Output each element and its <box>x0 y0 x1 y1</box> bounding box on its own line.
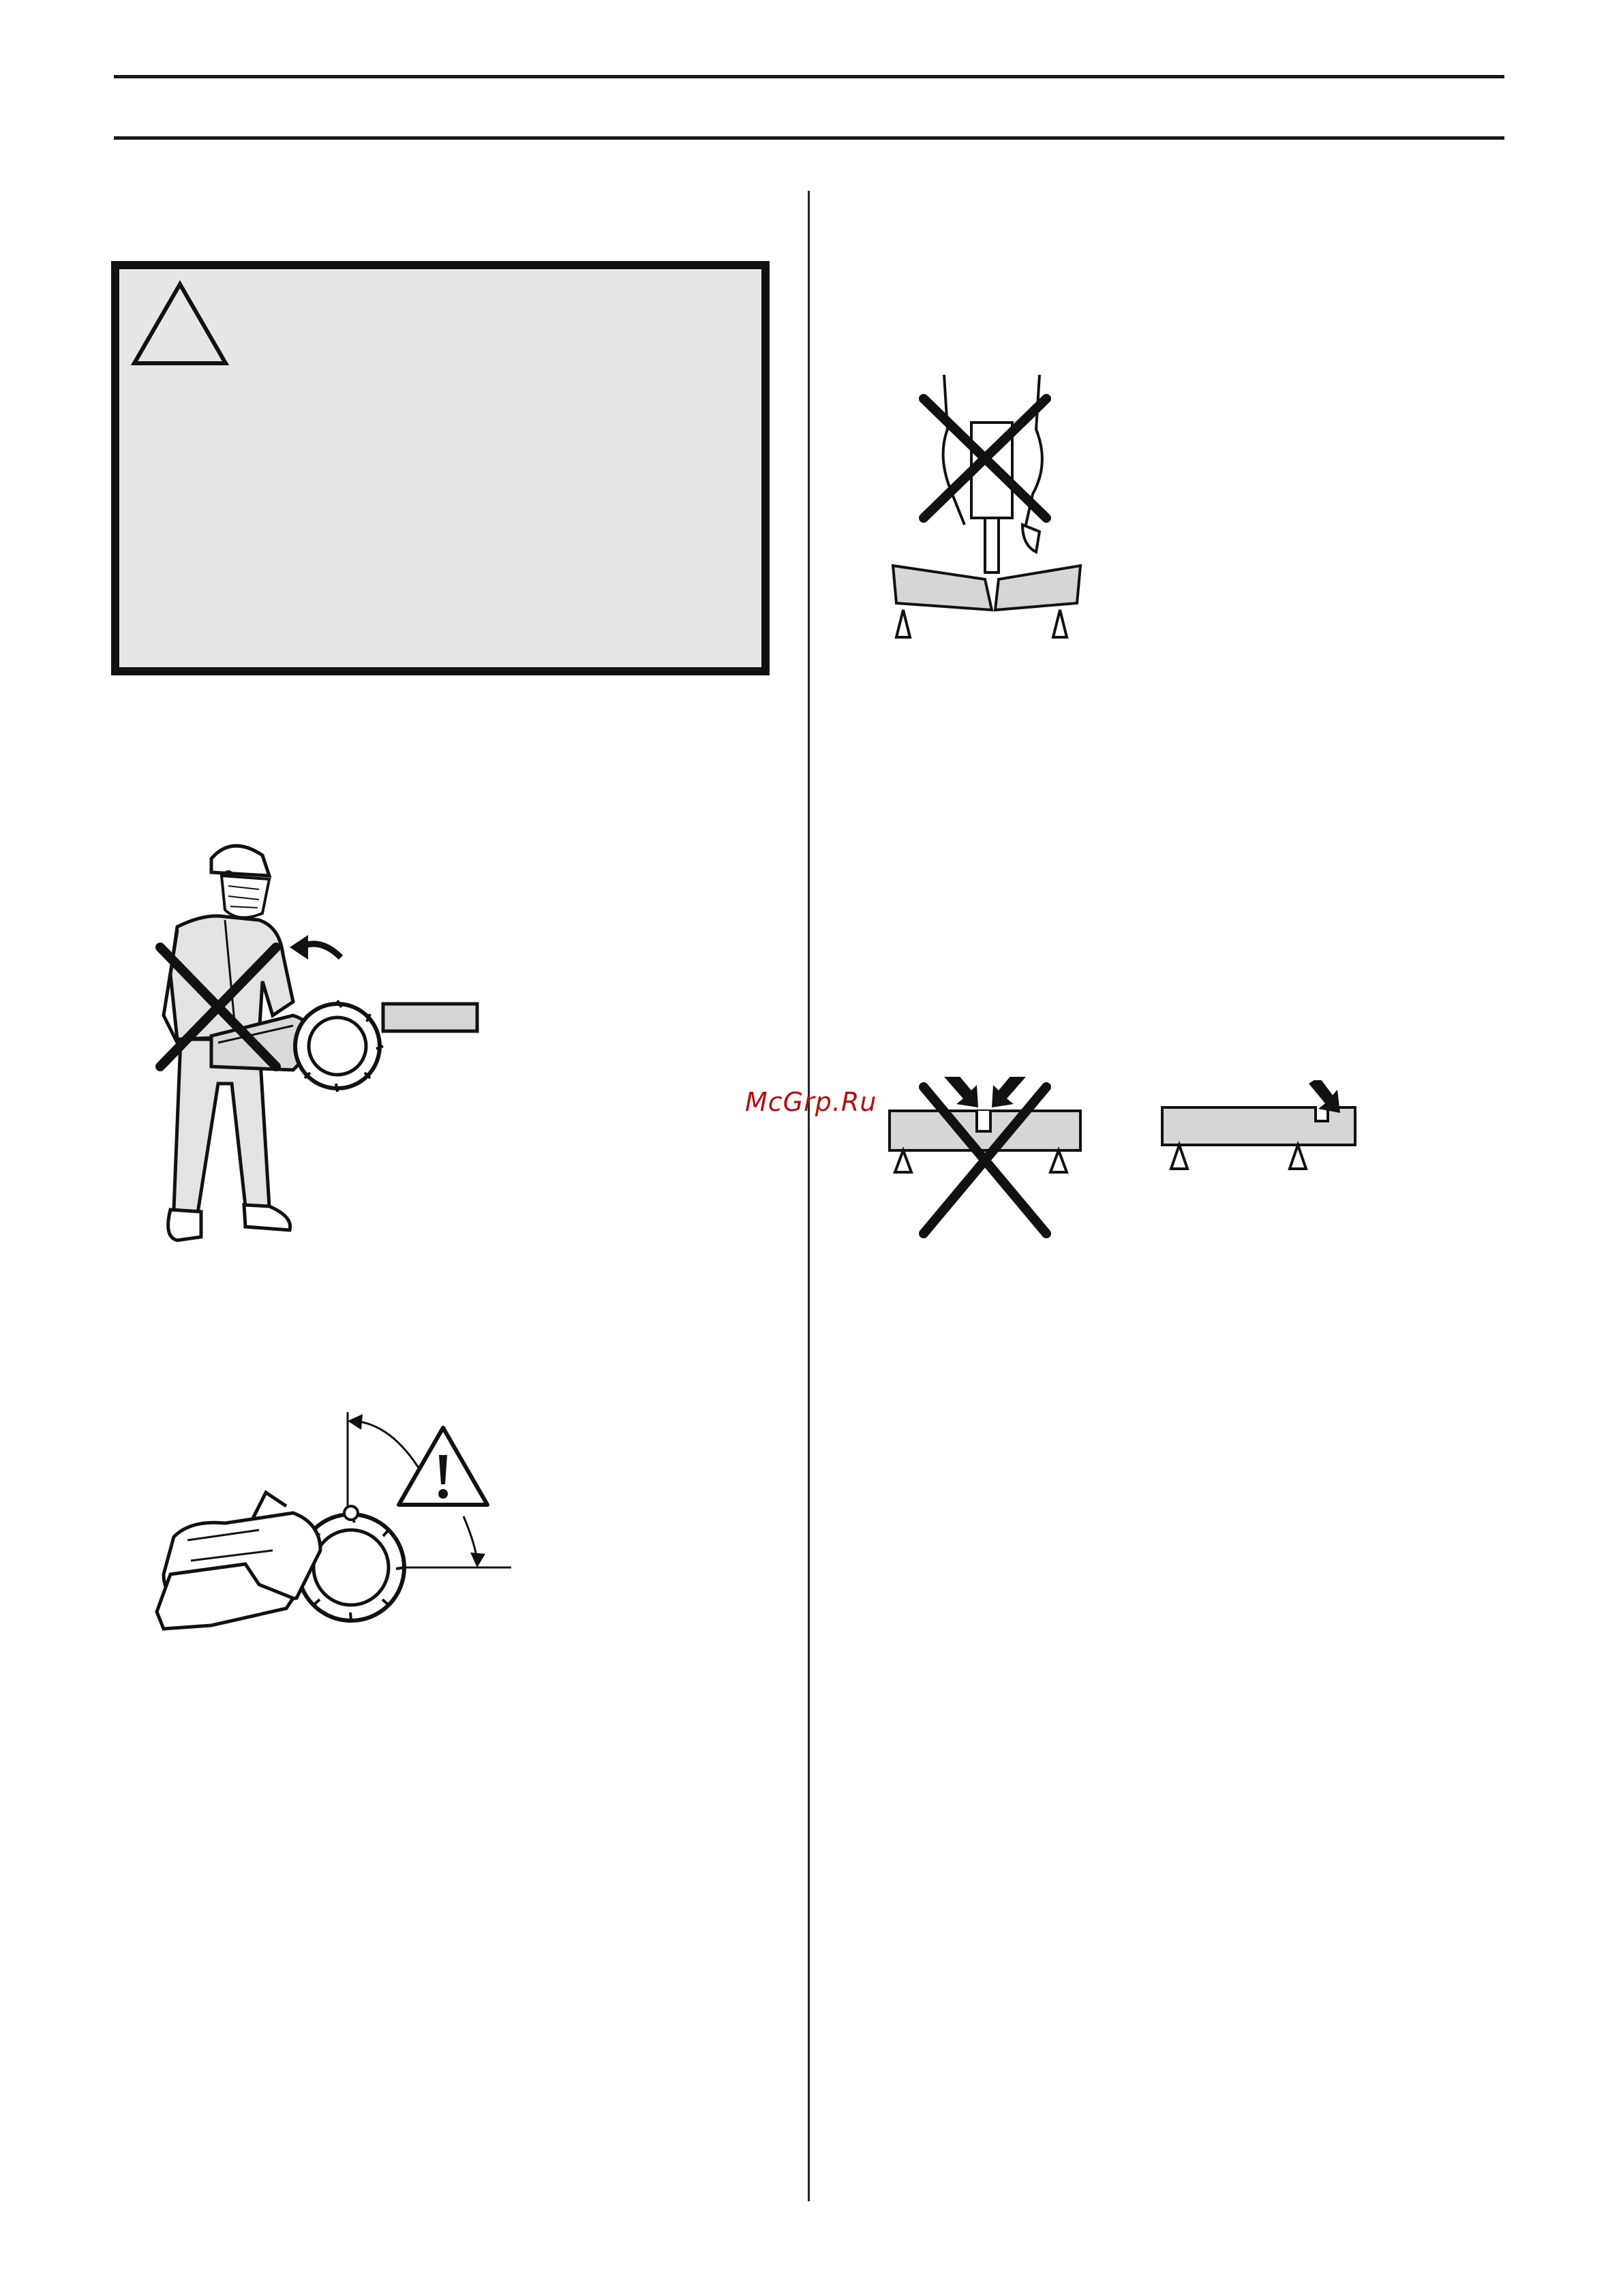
pinch-supported-figure <box>883 1077 1087 1247</box>
kickback-operator-figure <box>136 838 504 1247</box>
pinch-from-above-figure <box>883 368 1101 641</box>
watermark: McGrp.Ru <box>745 1087 877 1117</box>
warning-exclamation-icon <box>399 1428 487 1505</box>
kickback-zone-figure <box>150 1404 518 1636</box>
column-separator <box>808 191 810 2201</box>
header-rule-bottom <box>114 136 1504 140</box>
prohibited-cross-icon <box>924 1087 1046 1234</box>
header-rule-top <box>114 75 1504 78</box>
warning-box <box>111 261 770 675</box>
correct-support-figure <box>1159 1080 1363 1216</box>
warning-triangle-icon <box>129 279 231 367</box>
